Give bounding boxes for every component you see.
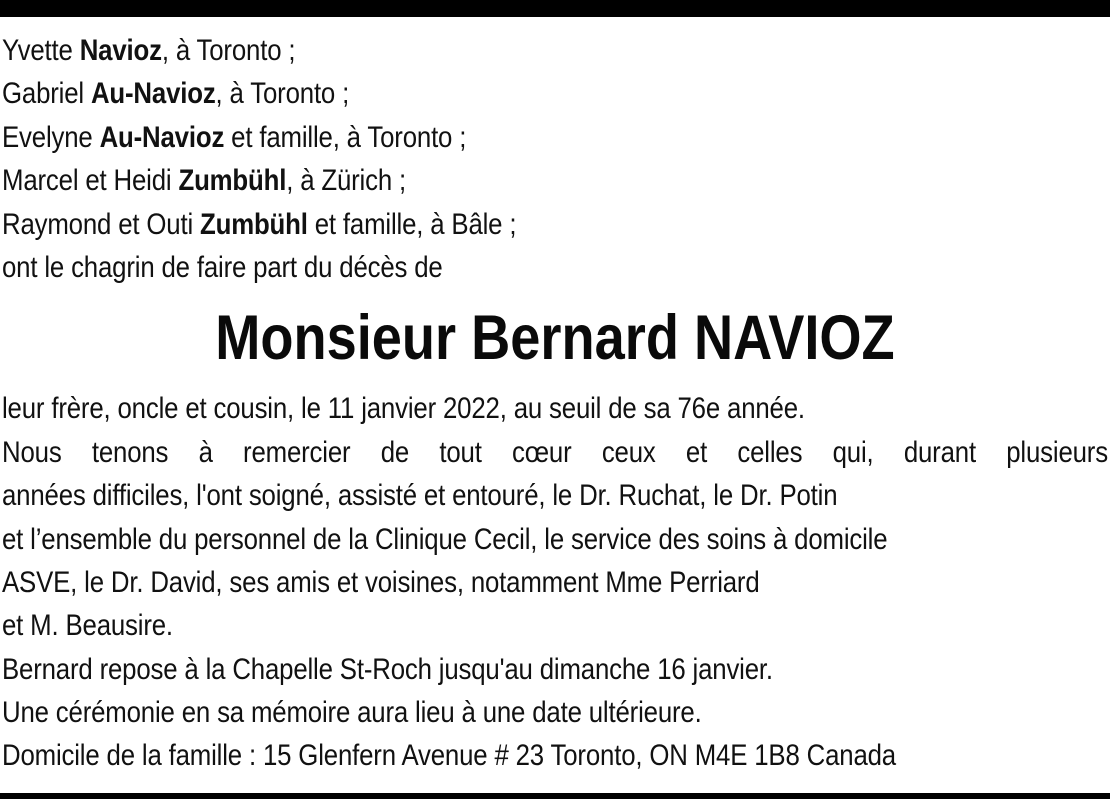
family-member-first-name: Raymond et Outi — [2, 207, 201, 241]
body-line-address: Domicile de la famille : 15 Glenfern Avenue # 23 Toronto, ON M4E 1B8 Canada — [2, 739, 896, 773]
notice-body — [2, 387, 1108, 778]
body-line-ceremony: Une cérémonie en sa mémoire aura lieu à une date ultérieure. — [2, 696, 702, 730]
deceased-name-heading — [2, 289, 1108, 387]
top-border-rule — [0, 0, 1110, 17]
family-member-surname: Zumbühl — [178, 164, 287, 198]
body-line-thanks-1 — [2, 431, 1108, 474]
family-line-4 — [2, 159, 953, 202]
body-line-thanks-3: et l’ensemble du personnel de la Clinique Cecil, le service des soins à domicile — [2, 522, 888, 556]
family-line-2 — [2, 72, 953, 115]
obituary-notice — [2, 29, 1108, 778]
body-line-relationship: leur frère, oncle et cousin, le 11 janvier 2022, au seuil de sa 76e année. — [2, 392, 805, 426]
body-line-thanks-4: ASVE, le Dr. David, ses amis et voisines, notamment Mme Perriard — [2, 565, 760, 599]
body-line-thanks-2: années difficiles, l'ont soigné, assisté et entouré, le Dr. Ruchat, le Dr. Potin — [2, 479, 838, 513]
family-member-surname: Navioz — [79, 34, 162, 67]
family-line-3 — [2, 116, 953, 159]
family-member-first-name: Marcel et Heidi — [2, 164, 179, 198]
body-line-viewing: Bernard repose à la Chapelle St-Roch jusqu'au dimanche 16 janvier. — [2, 652, 773, 686]
bottom-border-rule — [0, 793, 1110, 799]
body-line-thanks-5: et M. Beausire. — [2, 609, 173, 643]
family-member-surname: Zumbühl — [200, 207, 308, 241]
family-member-surname: Au-Navioz — [90, 77, 216, 111]
family-line-5 — [2, 203, 953, 246]
family-member-location: , à Zürich ; — [286, 164, 407, 198]
family-member-location: , à Toronto ; — [161, 34, 296, 67]
family-member-location: , à Toronto ; — [215, 77, 350, 111]
family-line-1 — [2, 29, 953, 72]
family-member-first-name: Yvette — [2, 34, 80, 67]
family-member-first-name: Gabriel — [2, 77, 91, 111]
body-line-text: Nous tenons à remercier de tout cœur ceux et celles qui, durant plusieurs — [2, 435, 1108, 469]
deceased-name: Monsieur Bernard NAVIOZ — [215, 303, 895, 374]
family-member-surname: Au-Navioz — [99, 120, 225, 154]
family-member-location: et famille, à Bâle ; — [307, 207, 517, 241]
intro-line: ont le chagrin de faire part du décès de — [2, 250, 443, 284]
family-member-location: et famille, à Toronto ; — [224, 120, 467, 154]
family-member-first-name: Evelyne — [2, 120, 100, 154]
